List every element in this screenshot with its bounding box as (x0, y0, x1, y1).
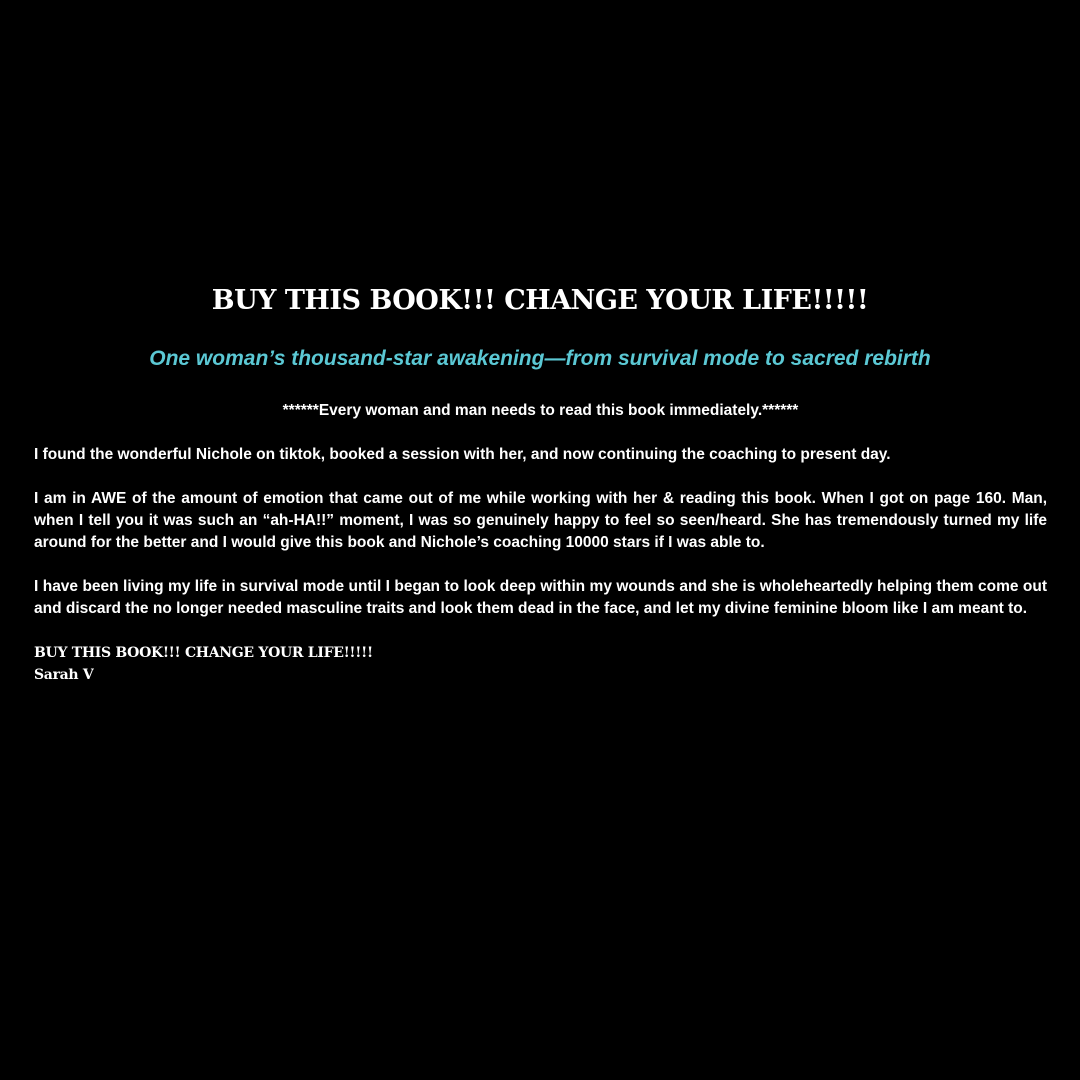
signoff-line: BUY THIS BOOK!!! CHANGE YOUR LIFE!!!!! (34, 645, 373, 661)
review-paragraph: I am in AWE of the amount of emotion that came out of me while working with her & reading this book. When I got on page 160. Man, when I tell you it was such an “ah-HA!!” moment, I was so genuinely happy to feel so seen/heard. She has tremendously turned my life around for the better and I would give this book and Nichole’s coaching 10000 stars if I was able to. (34, 490, 1047, 551)
review-paragraph: I found the wonderful Nichole on tiktok, booked a session with her, and now continuing the coaching to present day. (34, 446, 891, 463)
review-paragraph: I have been living my life in survival mode until I began to look deep within my wounds and she is wholeheartedly helping them come out and discard the no longer needed masculine traits and look them dead in the face, and let my divine feminine bloom like I am meant to. (34, 578, 1047, 617)
headline: BUY THIS BOOK!!! CHANGE YOUR LIFE!!!!! (211, 285, 869, 316)
subtitle: One woman’s thousand-star awakening—from survival mode to sacred rebirth (149, 347, 931, 370)
review-body (34, 400, 1047, 686)
review-lead: ******Every woman and man needs to read this book immediately.****** (282, 402, 799, 419)
review-author: Sarah V (34, 667, 94, 683)
